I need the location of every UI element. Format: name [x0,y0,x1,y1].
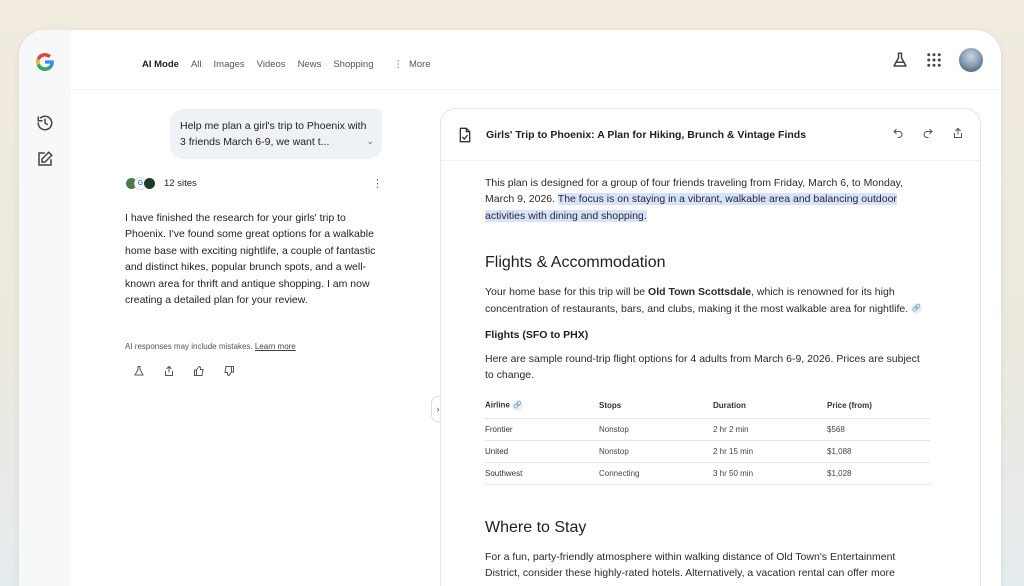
home-base-text-before: Your home base for this trip will be [485,286,649,299]
intro-paragraph [485,175,931,224]
citation-link-icon[interactable]: 🔗 [912,305,921,313]
labs-flask-icon[interactable] [891,51,909,69]
chevron-down-icon[interactable]: ⌄ [366,136,374,146]
flights-subheading: Flights (SFO to PHX) [485,329,589,342]
table-header: Price (from) [827,396,930,419]
tab-more[interactable] [393,59,430,70]
more-options-icon[interactable]: ⋮ [372,178,383,190]
home-base-text-after: , which is renowned for its high concentration of restaurants, bars, and clubs, making it the most walkable area for nightlife. [485,286,909,315]
table-cell: 2 hr 2 min [713,418,827,440]
section-heading-flights: Flights & Accommodation [485,254,666,272]
intro-text: This plan is designed for a group of four friends traveling from Friday, March 6, to Monday, March 9, 2026. [485,177,904,206]
document-title: Girls' Trip to Phoenix: A Plan for Hiking, Brunch & Vintage Finds [486,129,807,141]
table-header-row [485,396,930,419]
history-icon[interactable] [36,114,54,132]
disclaimer-text: AI responses may include mistakes. [125,342,253,352]
tab-all[interactable]: All [190,59,202,70]
table-cell: Nonstop [599,418,713,440]
document-icon [458,127,472,143]
document-header [441,109,980,161]
share-icon[interactable] [163,365,175,377]
home-base-location: Old Town Scottsdale [648,286,752,299]
intro-highlight[interactable]: The focus is on staying in a vibrant, walkable area and balancing outdoor activities with dining and shopping. [485,193,897,222]
left-rail [19,30,71,586]
table-cell: United [485,440,599,462]
account-avatar[interactable] [959,48,983,72]
table-cell: Frontier [485,418,599,440]
top-right-controls [891,48,983,72]
table-row [485,418,930,440]
flight-options-table [485,396,930,485]
app-window [19,30,1001,586]
disclaimer [125,342,383,351]
table-cell: $568 [827,418,930,440]
citation-link-icon[interactable]: 🔗 [513,401,522,409]
table-cell: Southwest [485,462,599,484]
tab-shopping[interactable]: Shopping [333,59,374,70]
source-favicon-icon [143,177,156,190]
section-heading-stay: Where to Stay [485,518,587,536]
undo-icon[interactable] [892,127,904,139]
sites-count: 12 sites [164,178,197,189]
stay-paragraph: For a fun, party-friendly atmosphere within walking distance of Old Town's Entertainment District, consider these highly-rated hotels. Alternatively, a vacation rental can offer more [485,550,896,580]
labs-flask-icon[interactable] [133,365,145,377]
more-label: More [408,59,431,70]
new-chat-icon[interactable] [36,150,54,168]
table-header: Stops [599,396,713,419]
ai-answer-text: I have finished the research for your girls' trip to Phoenix. I've found some great options for a walkable home base with exciting nightlife, a couple of fantastic and distinct hikes, popular brunch spots, and a well-known area for thrift and antique shopping. I am now creating a detailed plan for your review. [125,212,376,307]
tab-ai-mode[interactable]: AI Mode [142,59,179,70]
search-tabs [142,59,431,70]
table-cell: $1,088 [827,440,930,462]
chat-column [125,109,383,377]
thumbs-up-icon[interactable] [193,365,205,377]
table-cell: $1,028 [827,462,930,484]
tab-images[interactable]: Images [213,59,245,70]
google-logo-icon[interactable] [34,51,56,73]
tab-news[interactable]: News [297,59,322,70]
table-cell: 2 hr 15 min [713,440,827,462]
chevron-right-icon: › [436,404,440,414]
share-icon[interactable] [952,127,964,139]
sources-row[interactable] [125,177,383,190]
table-cell: Nonstop [599,440,713,462]
tab-videos[interactable]: Videos [256,59,286,70]
learn-more-link[interactable]: Learn more [254,342,296,352]
feedback-row [125,365,383,377]
home-base-paragraph [485,284,931,317]
user-prompt-text: Help me plan a girl's trip to Phoenix with 3 friends March 6-9, we want t... [180,120,367,148]
more-dots-icon: ⋮ [393,59,403,70]
table-cell: 3 hr 50 min [713,462,827,484]
table-header: Airline 🔗 [485,396,599,419]
table-row [485,462,930,484]
document-body [485,175,931,582]
user-prompt-bubble[interactable] [170,109,382,159]
table-header: Duration [713,396,827,419]
table-cell: Connecting [599,462,713,484]
source-favicons [125,177,152,190]
redo-icon[interactable] [922,127,934,139]
document-actions [892,127,964,139]
top-bar [71,30,1001,90]
plan-document-panel [440,108,981,586]
flights-intro: Here are sample round-trip flight options for 4 adults from March 6-9, 2026. Prices are subject to change. [485,353,920,382]
apps-grid-icon[interactable] [925,51,943,69]
google-favicon-icon: G [134,177,147,190]
thumbs-down-icon[interactable] [223,365,235,377]
table-row [485,440,930,462]
